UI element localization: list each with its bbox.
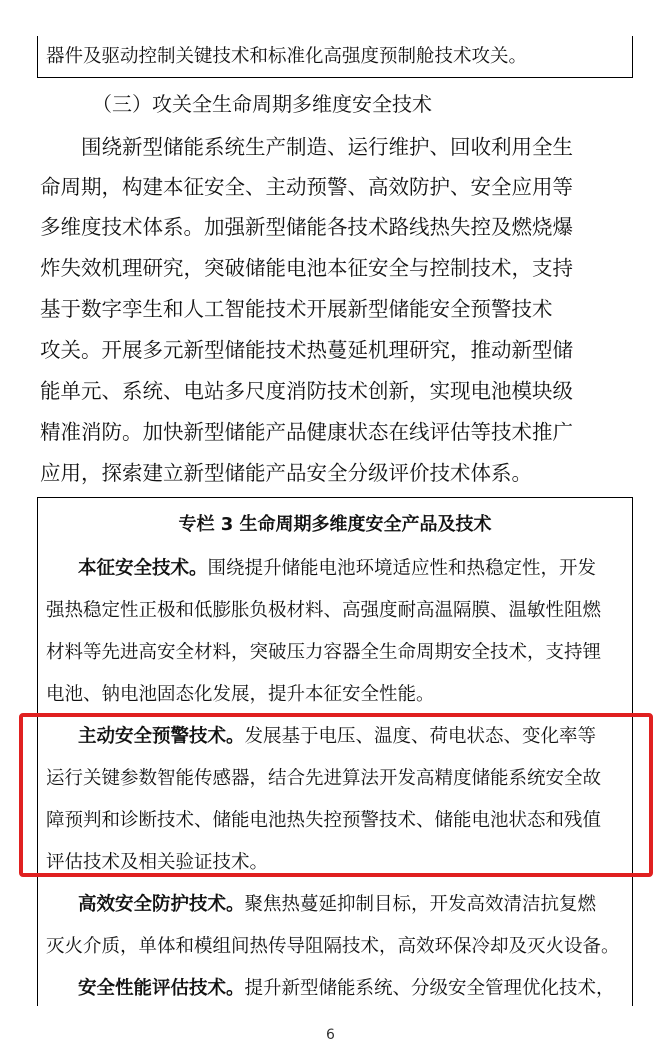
column-item-line: 障预判和诊断技术、储能电池热失控预警技术、储能电池状态和残值 <box>46 810 602 831</box>
column-item-line: 评估技术及相关验证技术。 <box>46 852 269 873</box>
column-item-line <box>78 723 596 751</box>
previous-column-box <box>37 36 633 78</box>
item-term: 主动安全预警技术。 <box>78 726 245 747</box>
paragraph-line: 应用，探索建立新型储能产品安全分级评价技术体系。 <box>40 461 532 485</box>
item-text: 提升新型储能系统、分级安全管理优化技术， <box>244 978 615 999</box>
item-text: 聚焦热蔓延抑制目标，开发高效清洁抗复燃 <box>244 894 597 915</box>
column-item-line <box>78 975 615 1003</box>
column-item-line: 强热稳定性正极和低膨胀负极材料、高强度耐高温隔膜、温敏性阻燃 <box>46 600 602 621</box>
paragraph-line: 命周期，构建本征安全、主动预警、高效防护、安全应用等 <box>40 175 573 199</box>
paragraph-line: 围绕新型储能系统生产制造、运行维护、回收利用全生 <box>40 135 573 159</box>
column-title: 专栏 3 生命周期多维度安全产品及技术 <box>178 514 492 535</box>
item-term: 安全性能评估技术。 <box>78 978 245 999</box>
section-heading: （三）攻关全生命周期多维度安全技术 <box>92 92 432 116</box>
item-text: 围绕提升储能电池环境适应性和热稳定性，开发 <box>207 558 597 579</box>
column-item-line <box>78 891 596 919</box>
column-item-line: 电池、钠电池固态化发展，提升本征安全性能。 <box>46 684 435 705</box>
item-term: 本征安全技术。 <box>78 558 208 579</box>
paragraph-line: 攻关。开展多元新型储能技术热蔓延机理研究，推动新型储 <box>40 338 573 362</box>
paragraph-line: 基于数字孪生和人工智能技术开展新型储能安全预警技术 <box>40 297 553 321</box>
previous-column-text: 器件及驱动控制关键技术和标准化高强度预制舱技术攻关。 <box>46 46 528 67</box>
item-term: 高效安全防护技术。 <box>78 894 245 915</box>
column-item-line: 灭火介质，单体和模组间热传导阻隔技术，高效环保冷却及灭火设备。 <box>46 936 620 957</box>
column-item-line: 运行关键参数智能传感器，结合先进算法开发高精度储能系统安全故 <box>46 768 602 789</box>
paragraph-line: 炸失效机理研究，突破储能电池本征安全与控制技术，支持 <box>40 256 573 280</box>
page-number: 6 <box>326 1027 335 1043</box>
column-item-line: 材料等先进高安全材料，突破压力容器全生命周期安全技术，支持锂 <box>46 642 602 663</box>
special-column-box <box>37 497 633 1006</box>
item-text: 发展基于电压、温度、荷电状态、变化率等 <box>244 726 597 747</box>
paragraph-line: 精准消防。加快新型储能产品健康状态在线评估等技术推广 <box>40 420 573 444</box>
column-item-line <box>78 555 596 583</box>
paragraph-line: 多维度技术体系。加强新型储能各技术路线热失控及燃烧爆 <box>40 215 573 239</box>
paragraph-line: 能单元、系统、电站多尺度消防技术创新，实现电池模块级 <box>40 379 573 403</box>
